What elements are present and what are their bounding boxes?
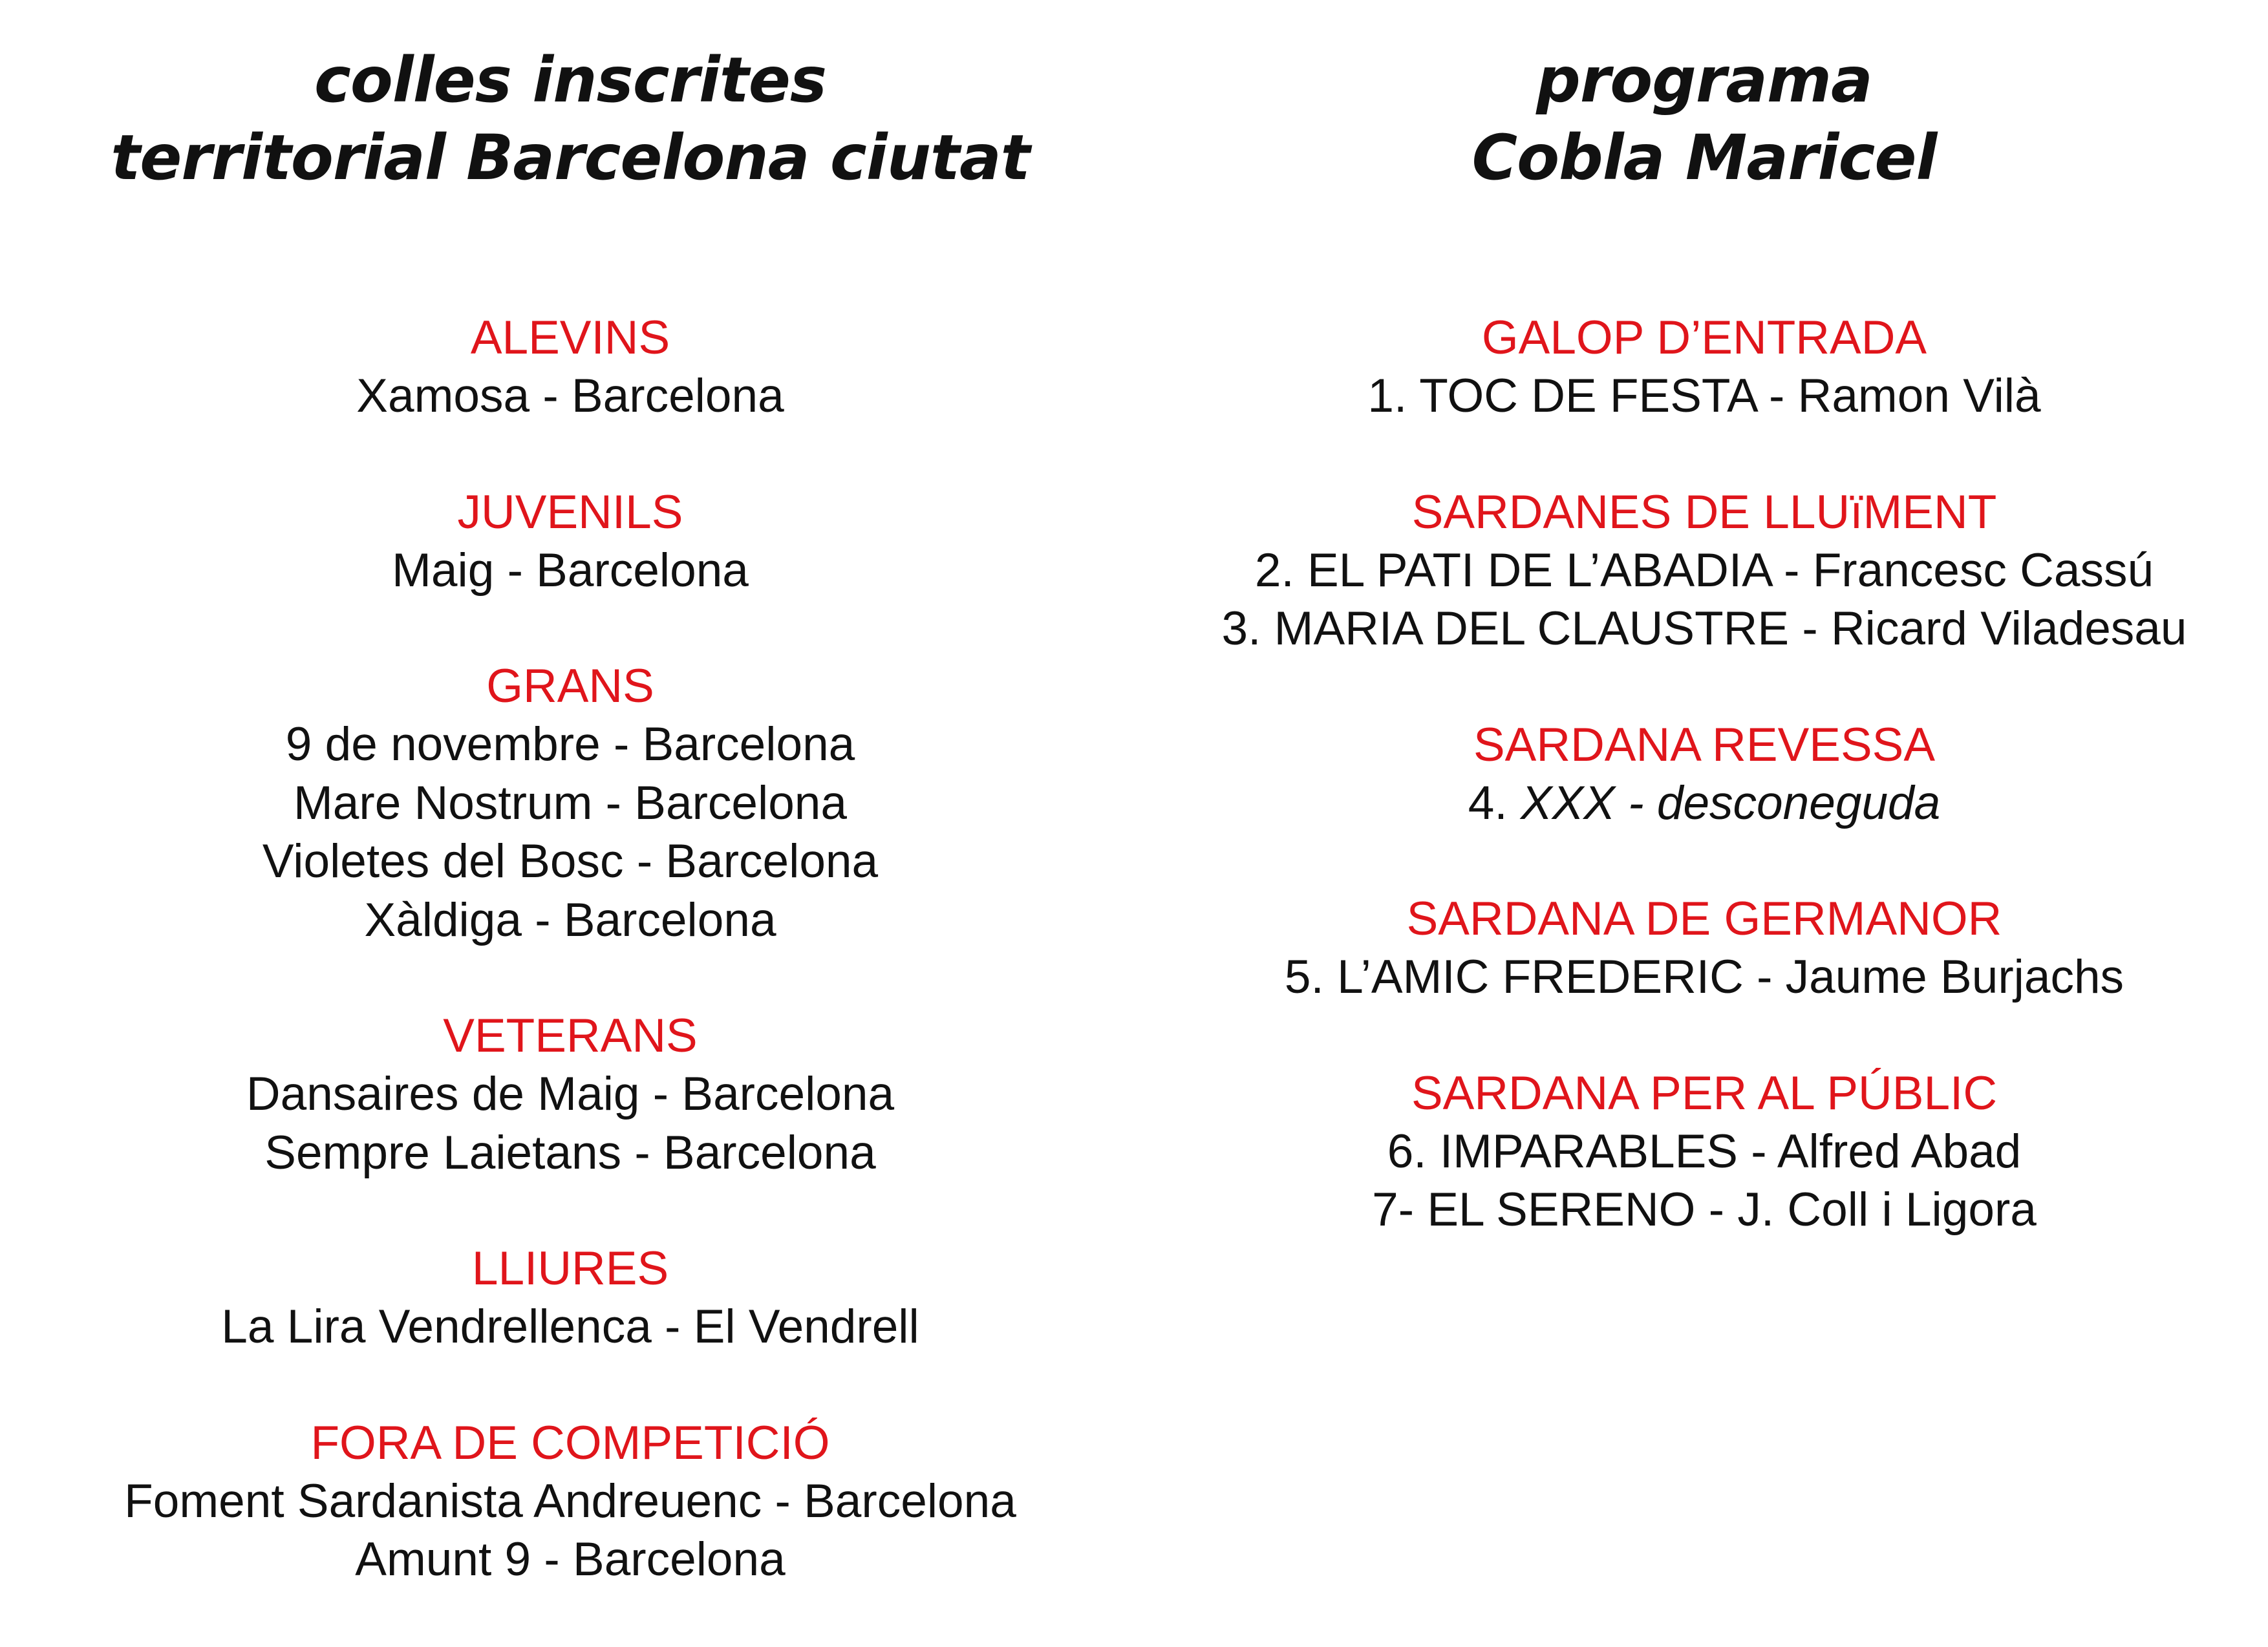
- program-sardana-de-germanor: [1140, 890, 2268, 1007]
- program-sardana-revessa: [1140, 716, 2268, 833]
- group-entry: La Lira Vendrellenca - El Vendrell: [221, 1301, 919, 1353]
- program-section-title: GALOP D’ENTRADA: [1481, 312, 1927, 364]
- category-lliures: [0, 1240, 1140, 1357]
- program-section-title: SARDANA DE GERMANOR: [1406, 893, 2002, 945]
- program-entry: 3. MARIA DEL CLAUSTRE - Ricard Viladesau: [1221, 602, 2187, 655]
- category-title: LLIURES: [471, 1242, 669, 1295]
- program-section-title: SARDANA PER AL PÚBLIC: [1411, 1067, 1998, 1120]
- program-section-title: SARDANA REVESSA: [1473, 718, 1936, 771]
- category-title: ALEVINS: [470, 312, 670, 364]
- group-entry: Dansaires de Maig - Barcelona: [246, 1068, 895, 1120]
- group-entry: Xamosa - Barcelona: [356, 370, 784, 422]
- program-entry: 1. TOC DE FESTA - Ramon Vilà: [1367, 370, 2041, 422]
- category-grans: [0, 657, 1140, 950]
- program-entry: 7- EL SERENO - J. Coll i Ligora: [1372, 1184, 2037, 1236]
- group-entry: Foment Sardanista Andreuenc - Barcelona: [124, 1474, 1016, 1527]
- category-fora-de-competicio: [0, 1414, 1140, 1589]
- registered-groups-heading: [0, 0, 1140, 197]
- program-entry-title: XXX - desconeguda: [1520, 776, 1941, 829]
- heading-line-1: programa: [1536, 44, 1872, 116]
- program-heading: [1140, 0, 2268, 197]
- group-entry: Violetes del Bosc - Barcelona: [262, 835, 879, 887]
- category-veterans: [0, 1007, 1140, 1182]
- program-entry: 6. IMPARABLES - Alfred Abad: [1387, 1125, 2022, 1178]
- category-alevins: [0, 309, 1140, 426]
- program-entry: [1140, 774, 2268, 833]
- program-entry: 5. L’AMIC FREDERIC - Jaume Burjachs: [1284, 951, 2124, 1003]
- program-section-title: SARDANES DE LLUïMENT: [1411, 485, 1997, 538]
- group-entry: Sempre Laietans - Barcelona: [264, 1126, 876, 1179]
- category-juvenils: [0, 483, 1140, 600]
- category-title: GRANS: [486, 660, 654, 712]
- heading-line-1: colles inscrites: [314, 44, 827, 116]
- program-column: [1140, 0, 2268, 1297]
- program-sardana-per-al-public: [1140, 1065, 2268, 1240]
- group-entry: 9 de novembre - Barcelona: [285, 718, 855, 770]
- category-title: FORA DE COMPETICIÓ: [310, 1416, 830, 1469]
- group-entry: Amunt 9 - Barcelona: [355, 1533, 786, 1586]
- category-list: [0, 197, 1140, 1589]
- program-entry-number: 4.: [1468, 776, 1521, 829]
- program-galop-dentrada: [1140, 309, 2268, 426]
- group-entry: Xàldiga - Barcelona: [364, 893, 776, 946]
- program-entry: 2. EL PATI DE L’ABADIA - Francesc Cassú: [1254, 544, 2154, 597]
- heading-line-2: territorial Barcelona ciutat: [111, 122, 1030, 194]
- category-title: VETERANS: [443, 1010, 698, 1062]
- program-list: [1140, 197, 2268, 1240]
- program-sardanes-de-lluiment: [1140, 483, 2268, 659]
- group-entry: Mare Nostrum - Barcelona: [293, 776, 847, 829]
- category-title: JUVENILS: [457, 485, 683, 538]
- heading-line-2: Cobla Maricel: [1471, 122, 1937, 194]
- group-entry: Maig - Barcelona: [392, 544, 749, 597]
